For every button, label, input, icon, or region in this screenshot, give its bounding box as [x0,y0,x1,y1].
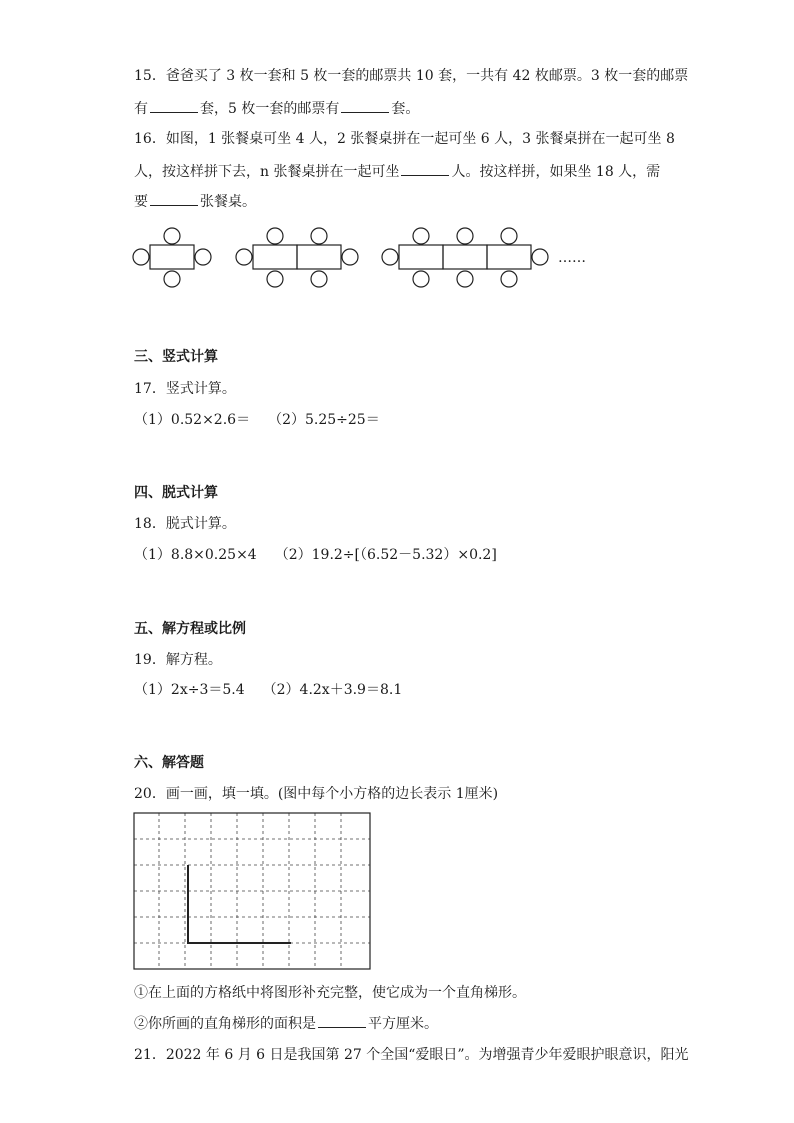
q18-problem-1: （1）8.8×0.25×4 [134,547,257,563]
section-3-heading: 三、竖式计算 [134,349,218,365]
q20-item-1: ①在上面的方格纸中将图形补充完整，使它成为一个直角梯形。 [134,985,526,1001]
q20-item-2-text-b: 平方厘米。 [368,1016,438,1032]
seat [311,271,327,287]
q20-item-2-text-a: ②你所画的直角梯形的面积是 [134,1016,316,1032]
q17-title: 17．竖式计算。 [134,381,236,397]
section-4-heading: 四、脱式计算 [134,485,218,501]
answer-blank[interactable] [150,98,198,113]
q16-line3 [134,191,256,212]
q18-title: 18．脱式计算。 [134,516,236,532]
tables-figure [128,225,608,291]
answer-blank[interactable] [341,98,389,113]
q15-text-b: 套，5 枚一套的邮票有 [200,101,340,117]
table-1-rect [150,245,194,269]
seat [382,249,398,265]
q20-item-2 [134,1013,438,1034]
q15-line2 [134,98,419,119]
table-2-rect-a [253,245,297,269]
q16-text-c: 要 [134,194,148,210]
seat [267,271,283,287]
seat [164,271,180,287]
q16-line2 [134,161,660,182]
q19-problem-1: （1）2x÷3＝5.4 [134,682,245,698]
q18-problems [134,545,497,565]
seat [413,228,429,244]
answer-blank[interactable] [318,1013,366,1028]
table-2-rect-b [297,245,341,269]
section-5-heading: 五、解方程或比例 [134,621,246,637]
q21-line1: 21．2022 年 6 月 6 日是我国第 27 个全国“爱眼日”。为增强青少年爱眼护眼意识，阳光 [134,1047,689,1063]
q16-text-a: 人，按这样拼下去，n 张餐桌拼在一起可坐 [134,164,400,180]
seat [532,249,548,265]
seat [501,271,517,287]
grid-figure [133,812,375,974]
table-3-rect-c [487,245,531,269]
seat [457,271,473,287]
q19-problems [134,680,402,700]
right-angle-shape [188,865,291,943]
q17-problem-1: （1）0.52×2.6＝ [134,412,251,428]
q17-problems [134,410,380,430]
seat [195,249,211,265]
seat [342,249,358,265]
q16-text-d: 张餐桌。 [200,194,256,210]
q16-line1: 16．如图，1 张餐桌可坐 4 人，2 张餐桌拼在一起可坐 6 人，3 张餐桌拼在一起可坐 8 [134,131,675,147]
answer-blank[interactable] [401,161,449,176]
seat [133,249,149,265]
q15-line1: 15．爸爸买了 3 枚一套和 5 枚一套的邮票共 10 套，一共有 42 枚邮票。3 枚一套的邮票 [134,68,689,84]
seat [236,249,252,265]
q15-text-c: 套。 [391,101,420,117]
seat [501,228,517,244]
q20-title: 20．画一画，填一填。(图中每个小方格的边长表示 1厘米) [134,786,499,802]
seat [164,228,180,244]
seat [267,228,283,244]
q15-text-a: 有 [134,101,148,117]
q19-problem-2: （2）4.2x＋3.9＝8.1 [262,682,403,698]
q19-title: 19．解方程。 [134,652,222,668]
answer-blank[interactable] [150,191,198,206]
section-6-heading: 六、解答题 [134,755,204,771]
table-3-rect-b [443,245,487,269]
q16-text-b: 人。按这样拼，如果坐 18 人，需 [451,164,661,180]
q17-problem-2: （2）5.25÷25＝ [268,412,380,428]
seat [457,228,473,244]
table-3-rect-a [399,245,443,269]
seat [413,271,429,287]
seat [311,228,327,244]
q18-problem-2: （2）19.2÷[（6.52－5.32）×0.2] [274,547,497,563]
ellipsis: …… [558,250,586,266]
